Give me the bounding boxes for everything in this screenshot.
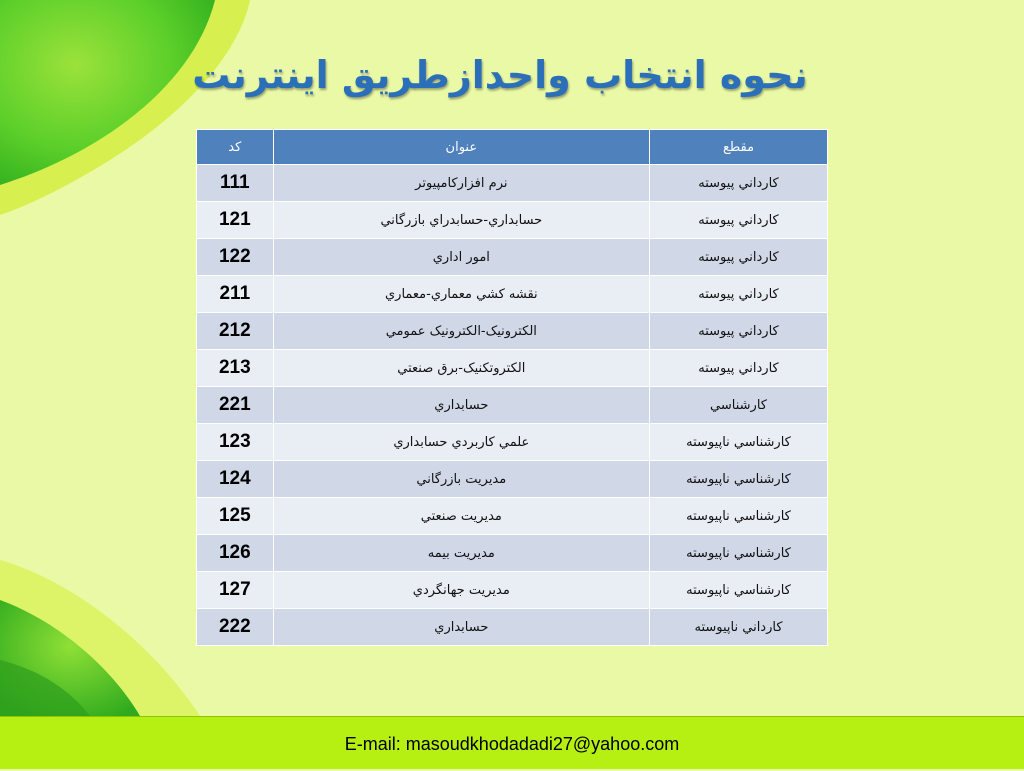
row-title: مديريت بازرگاني bbox=[273, 461, 649, 498]
row-section: كارشناسي ناپيوسته bbox=[650, 461, 828, 498]
row-code: 124 bbox=[197, 461, 274, 498]
row-title: امور اداري bbox=[273, 239, 649, 276]
table-row bbox=[197, 387, 828, 424]
row-code: 111 bbox=[197, 165, 274, 202]
row-section: كارداني پيوسته bbox=[650, 350, 828, 387]
row-title: مديريت بيمه bbox=[273, 535, 649, 572]
row-code: 126 bbox=[197, 535, 274, 572]
row-title: حسابداري bbox=[273, 609, 649, 646]
row-section: كارشناسي bbox=[650, 387, 828, 424]
row-section: كارداني پيوسته bbox=[650, 276, 828, 313]
row-code: 127 bbox=[197, 572, 274, 609]
row-title: علمي كاربردي حسابداري bbox=[273, 424, 649, 461]
row-title: نرم افزارکامپيوتر bbox=[273, 165, 649, 202]
row-code: 222 bbox=[197, 609, 274, 646]
row-section: كارداني پيوسته bbox=[650, 165, 828, 202]
table-row bbox=[197, 239, 828, 276]
table-header-row bbox=[197, 130, 828, 165]
table-row bbox=[197, 313, 828, 350]
footer-bar bbox=[0, 716, 1024, 769]
header-code: کد bbox=[197, 130, 274, 165]
table-row bbox=[197, 535, 828, 572]
row-section: كارشناسي ناپيوسته bbox=[650, 424, 828, 461]
table-row bbox=[197, 572, 828, 609]
page-title: نحوه انتخاب واحدازطريق اينترنت bbox=[192, 53, 808, 97]
row-section: كارداني پيوسته bbox=[650, 313, 828, 350]
footer-email: E-mail: masoudkhodadadi27@yahoo.com bbox=[344, 734, 680, 754]
table-row bbox=[197, 498, 828, 535]
row-title: مديريت صنعتي bbox=[273, 498, 649, 535]
row-title: حسابداري-حسابدراي بازرگاني bbox=[273, 202, 649, 239]
table-row bbox=[197, 165, 828, 202]
row-code: 125 bbox=[197, 498, 274, 535]
table-row bbox=[197, 424, 828, 461]
row-title: حسابداري bbox=[273, 387, 649, 424]
row-section: كارداني پيوسته bbox=[650, 202, 828, 239]
table-row bbox=[197, 609, 828, 646]
header-title: عنوان bbox=[273, 130, 649, 165]
row-code: 221 bbox=[197, 387, 274, 424]
row-section: كارداني پيوسته bbox=[650, 239, 828, 276]
row-title: مديريت جهانگردي bbox=[273, 572, 649, 609]
row-title: نقشه كشي معماري-معماري bbox=[273, 276, 649, 313]
table-row bbox=[197, 276, 828, 313]
row-code: 212 bbox=[197, 313, 274, 350]
row-section: كارشناسي ناپيوسته bbox=[650, 572, 828, 609]
row-code: 123 bbox=[197, 424, 274, 461]
header-section: مقطع bbox=[650, 130, 828, 165]
row-code: 122 bbox=[197, 239, 274, 276]
row-code: 213 bbox=[197, 350, 274, 387]
row-section: كارشناسي ناپيوسته bbox=[650, 535, 828, 572]
table-row bbox=[197, 350, 828, 387]
row-title: الكتروتكنيک-برق صنعتي bbox=[273, 350, 649, 387]
row-section: كارداني ناپيوسته bbox=[650, 609, 828, 646]
row-code: 121 bbox=[197, 202, 274, 239]
row-title: الكترونيک-الكترونيک عمومي bbox=[273, 313, 649, 350]
row-section: كارشناسي ناپيوسته bbox=[650, 498, 828, 535]
course-table bbox=[196, 129, 828, 646]
row-code: 211 bbox=[197, 276, 274, 313]
table-row bbox=[197, 461, 828, 498]
table-row bbox=[197, 202, 828, 239]
